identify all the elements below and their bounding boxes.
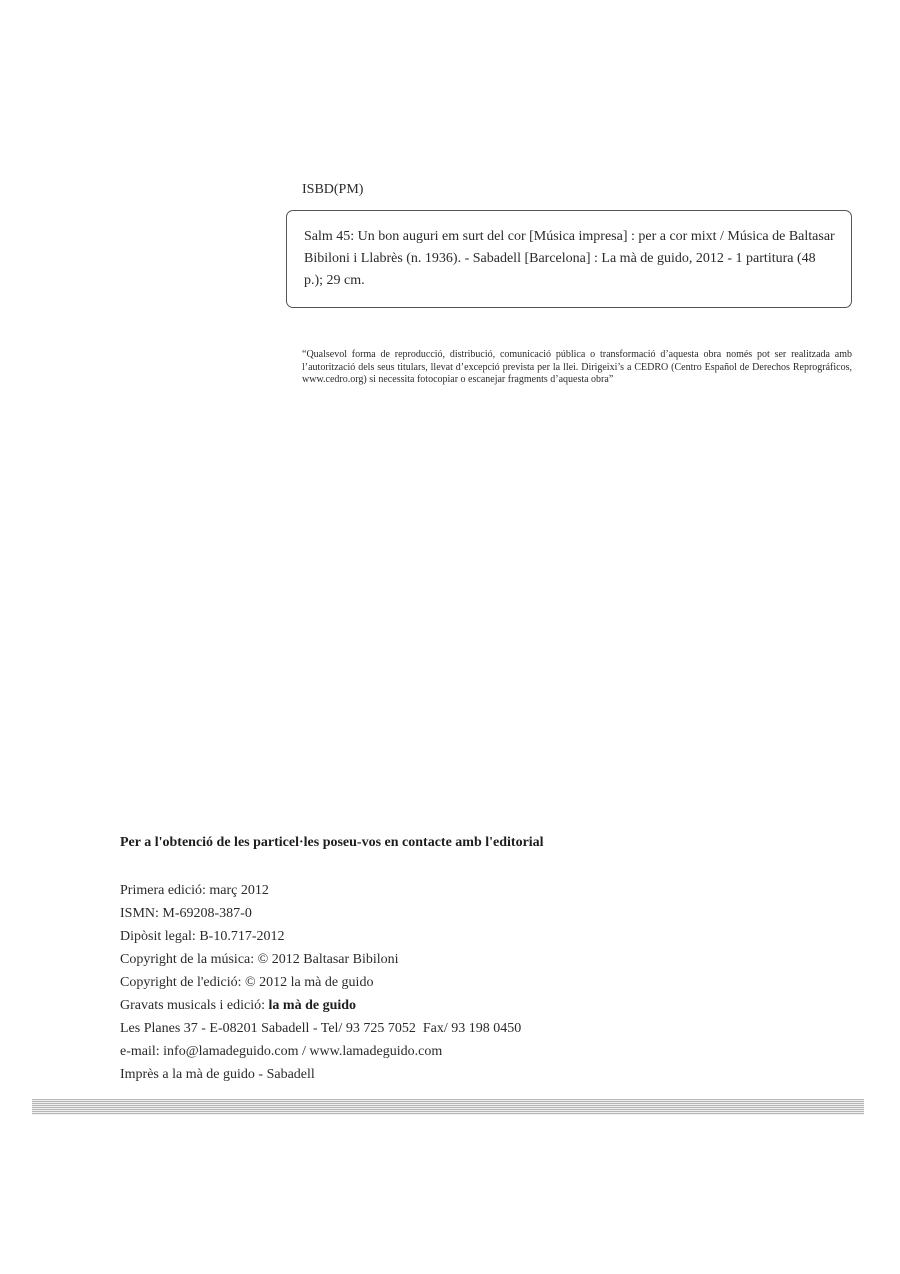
engraving-line	[120, 994, 521, 1017]
ismn: ISMN: M-69208-387-0	[120, 906, 252, 921]
colophon	[120, 879, 521, 1086]
copyright-notice: “Qualsevol forma de reproducció, distribució, comunicació pública o transformació d’aquesta obra només pot ser realitzada amb l’autorització dels seus titulars, llevat d’excepció prevista per la llei. Dirigeixi’s a CEDRO (Centro Español de Derechos Reprográficos, www.cedro.org) si necessita fotocopiar o escanejar fragments d’aquesta obra”	[302, 349, 852, 385]
email-web: e-mail: info@lamadeguido.com / www.lamadeguido.com	[120, 1044, 443, 1059]
printed-by: Imprès a la mà de guido - Sabadell	[120, 1067, 315, 1082]
isbd-record-box	[286, 210, 852, 308]
address: Les Planes 37 - E-08201 Sabadell - Tel/ 93 725 7052 Fax/ 93 198 0450	[120, 1021, 522, 1036]
music-copyright: Copyright de la música: © 2012 Baltasar Bibiloni	[120, 952, 399, 967]
footer-rule	[32, 1099, 864, 1115]
legal-deposit: Dipòsit legal: B-10.717-2012	[120, 929, 285, 944]
publisher-name: la mà de guido	[268, 998, 357, 1013]
edition-copyright: Copyright de l'edició: © 2012 la mà de guido	[120, 975, 374, 990]
contact-heading: Per a l'obtenció de les particel·les poseu-vos en contacte amb l'editorial	[120, 835, 544, 850]
isbd-label: ISBD(PM)	[302, 182, 364, 197]
engraving-prefix: Gravats musicals i edició:	[120, 998, 269, 1013]
isbd-record-text: Salm 45: Un bon auguri em surt del cor [Música impresa] : per a cor mixt / Música de Baltasar Bibiloni i Llabrès (n. 1936). - Sabadell [Barcelona] : La mà de guido, 2012 - 1 partitura (48 p.); 29 cm.	[304, 229, 835, 288]
first-edition: Primera edició: març 2012	[120, 883, 269, 898]
